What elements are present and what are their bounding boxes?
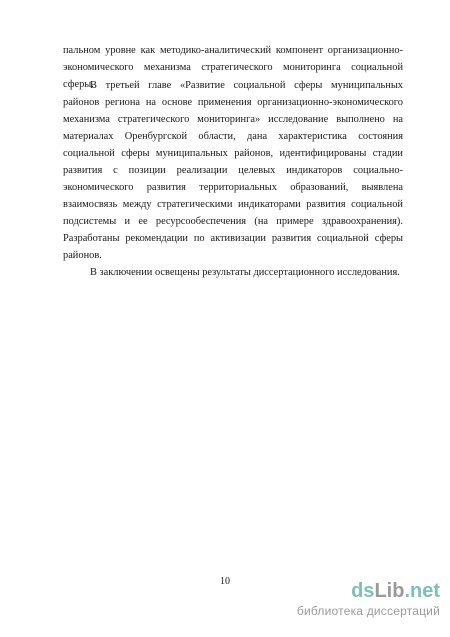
- paragraph-conclusion: [63, 264, 403, 281]
- paragraph-text: В заключении освещены результаты диссертационного исследования.: [90, 267, 400, 278]
- logo-part-net: .net: [404, 580, 440, 602]
- watermark-subtitle: библиотека диссертаций: [296, 604, 440, 618]
- dslib-logo: [351, 579, 440, 603]
- logo-part-ds: ds: [351, 580, 375, 602]
- paragraph-text: В третьей главе «Развитие социальной сферы муниципальных районов региона на основе применения организационно-экономического механизма стратегического мониторинга» исследование выполнено на материалах Оренбургской области, дана характеристика состояния социальной сферы муниципальных районов, идентифицированы стадии развития с позиции реализации целевых индикаторов социально-экономического развития территориальных образований, выявлена взаимосвязь между стратегическими индикаторами развития социальной подсистемы и ее ресурсообеспечения (на примере здравоохранения). Разработаны рекомендации по активизации развития социальной сферы районов.: [63, 80, 403, 261]
- page-number: 10: [220, 576, 230, 587]
- paragraph-chapter-three: [63, 77, 403, 264]
- logo-part-lib: Lib: [374, 580, 405, 602]
- paragraph-text: пальном уровне как методико-аналитический компонент организационно-экономического механизма стратегического мониторинга социальной сферы.: [63, 45, 403, 90]
- dslib-watermark: [280, 579, 440, 627]
